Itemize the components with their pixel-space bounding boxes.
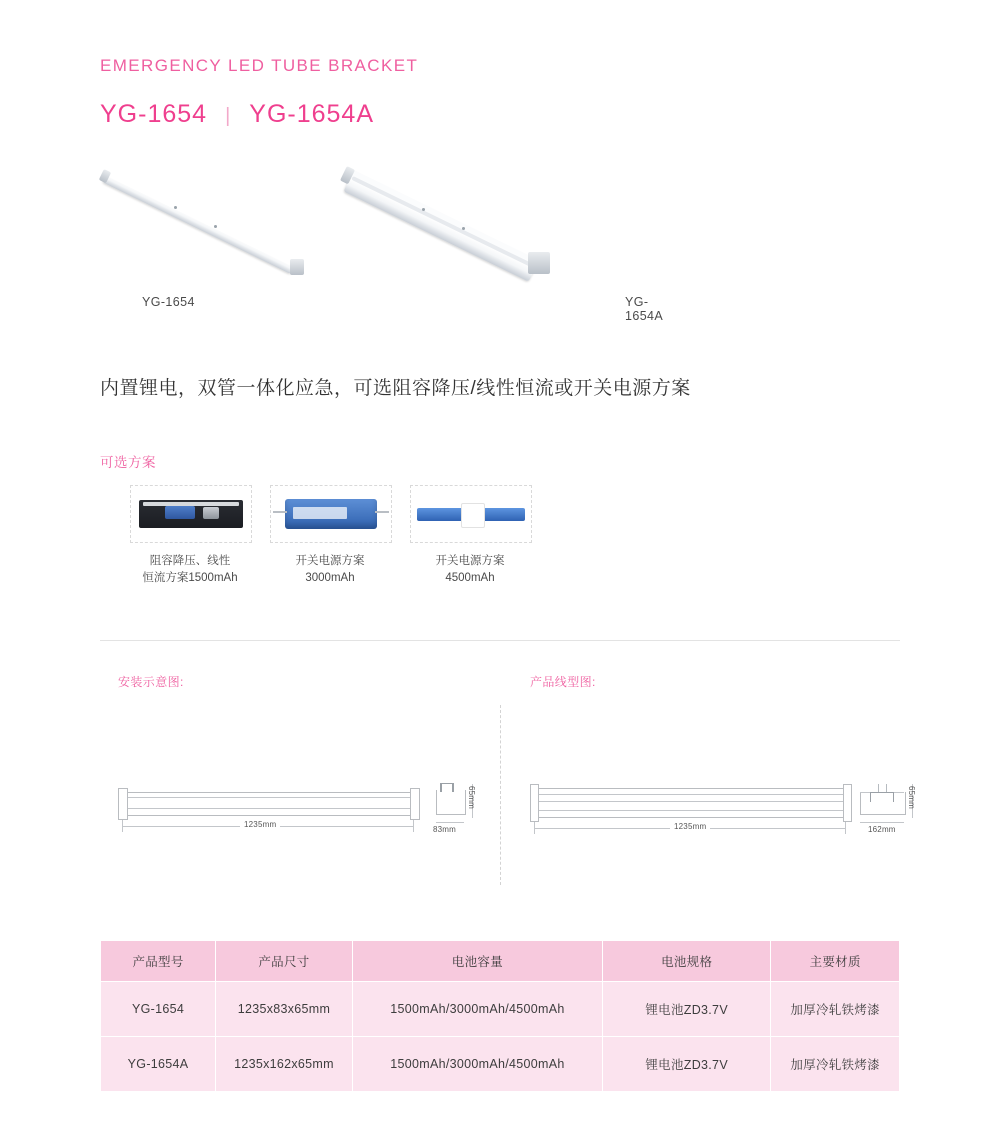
spec-table [100,940,900,1092]
table-row [101,1037,900,1092]
outline-height-dim: 65mm [907,786,916,810]
tube-illustration-2 [350,164,565,279]
table-cell-capacity: 1500mAh/3000mAh/4500mAh [352,1037,602,1092]
options-list [100,485,560,605]
model-separator: | [225,105,232,127]
outline-width-dim: 162mm [868,825,896,834]
table-header-cell: 主要材质 [771,941,900,982]
table-cell-size: 1235x83x65mm [216,982,353,1037]
option-image-switching-driver-4500 [410,485,532,543]
table-header-cell: 电池容量 [352,941,602,982]
table-cell-battery-spec: 锂电池ZD3.7V [603,1037,771,1092]
vertical-divider [500,705,502,885]
table-cell-capacity: 1500mAh/3000mAh/4500mAh [352,982,602,1037]
product-photo-caption: YG-1654A [625,295,664,323]
outline-diagram [520,770,916,880]
install-diagram [100,770,480,880]
page-title [100,100,374,129]
option-item-3 [410,485,552,586]
install-height-dim: 65mm [467,786,476,810]
table-cell-size: 1235x162x65mm [216,1037,353,1092]
option-label-1: 阻容降压、线性 恒流方案1500mAh [142,555,238,584]
option-image-capacitive-driver [130,485,252,543]
page-eyebrow-title: EMERGENCY LED TUBE BRACKET [100,56,419,75]
table-cell-battery-spec: 锂电池ZD3.7V [603,982,771,1037]
option-item-2 [270,485,412,586]
table-cell-material: 加厚冷轧铁烤漆 [771,1037,900,1092]
product-photo-caption: YG-1654 [142,295,195,309]
model-name-primary: YG-1654 [100,100,208,128]
table-cell-model: YG-1654 [101,982,216,1037]
tube-illustration-1 [106,166,321,276]
table-header-cell: 电池规格 [603,941,771,982]
product-photo-yg1654 [100,160,340,309]
option-image-switching-driver-3000 [270,485,392,543]
option-item-1 [130,485,272,586]
outline-length-dim: 1235mm [670,822,710,831]
outline-diagram-label: 产品线型图: [530,675,596,689]
table-cell-material: 加厚冷轧铁烤漆 [771,982,900,1037]
table-header-cell: 产品尺寸 [216,941,353,982]
option-label-2: 开关电源方案 3000mAh [295,555,365,584]
table-header-cell: 产品型号 [101,941,216,982]
table-header-row [101,941,900,982]
install-diagram-label: 安装示意图: [118,675,184,689]
product-tagline: 内置锂电，双管一体化应急，可选阻容降压/线性恒流或开关电源方案 [100,378,691,399]
model-name-secondary: YG-1654A [249,100,375,128]
product-photo-gallery [100,160,664,323]
section-divider [100,640,900,641]
product-photo-yg1654a [340,160,664,323]
options-section-title: 可选方案 [100,455,156,470]
table-row [101,982,900,1037]
install-length-dim: 1235mm [240,820,280,829]
install-width-dim: 83mm [433,825,457,834]
table-cell-model: YG-1654A [101,1037,216,1092]
option-label-3: 开关电源方案 4500mAh [435,555,505,584]
